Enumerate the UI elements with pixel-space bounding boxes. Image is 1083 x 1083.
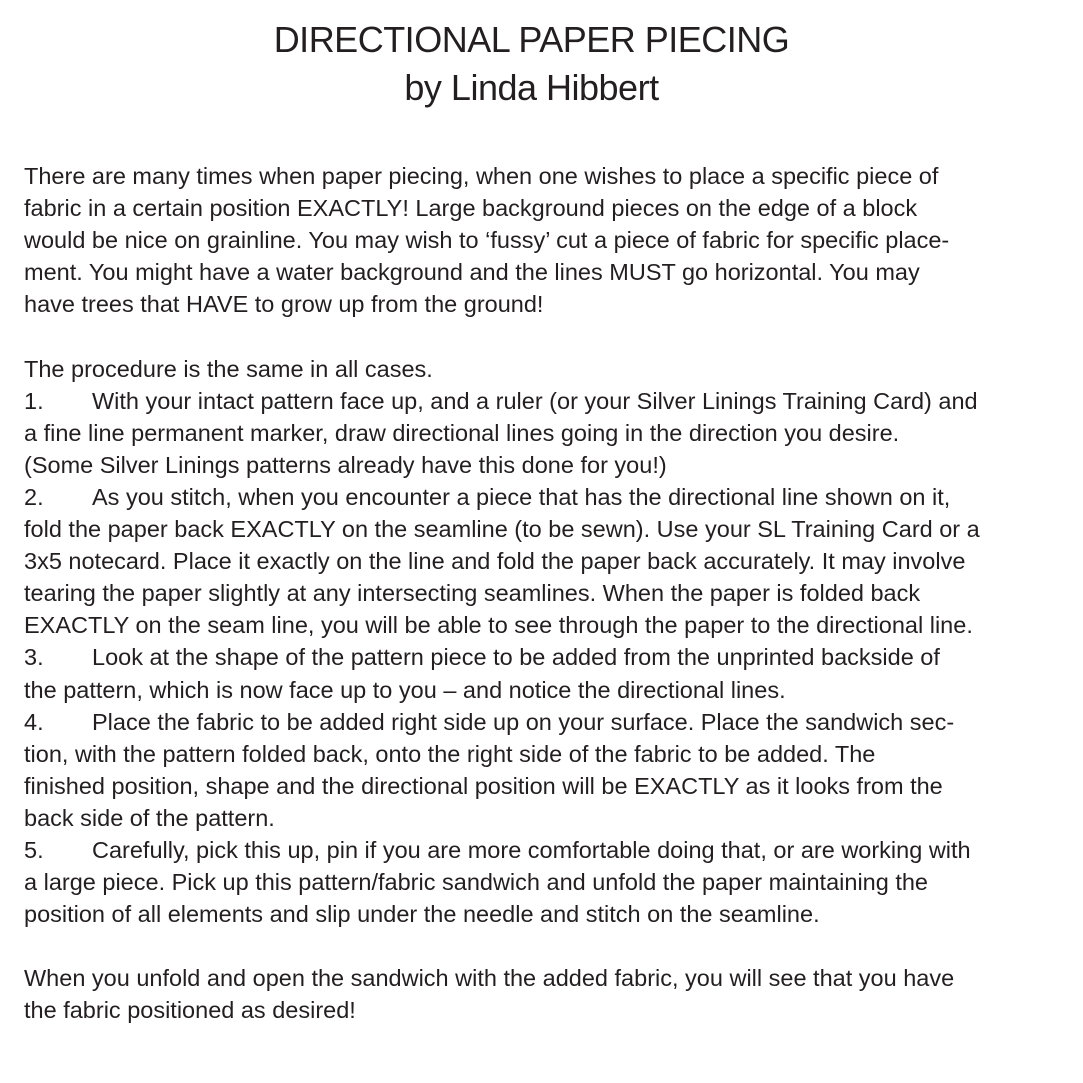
step-line: 3x5 notecard. Place it exactly on the line and fold the paper back accurately. It may involve <box>24 548 966 575</box>
step-number: 1. <box>24 387 44 414</box>
step-number: 2. <box>24 483 44 510</box>
step-text: Carefully, pick this up, pin if you are more comfortable doing that, or are working with <box>92 836 971 863</box>
intro-line: would be nice on grainline. You may wish to ‘fussy’ cut a piece of fabric for specific place- <box>24 227 950 254</box>
step-2 <box>24 481 1069 641</box>
step-number: 5. <box>24 836 44 863</box>
step-line: (Some Silver Linings patterns already have this done for you!) <box>24 451 667 478</box>
document-title: DIRECTIONAL PAPER PIECING <box>273 19 790 60</box>
document-body <box>24 160 1069 1027</box>
step-text: With your intact pattern face up, and a ruler (or your Silver Linings Training Card) and <box>92 387 978 414</box>
step-line: a large piece. Pick up this pattern/fabric sandwich and unfold the paper maintaining the <box>24 869 929 896</box>
intro-line: have trees that HAVE to grow up from the ground! <box>24 291 544 318</box>
step-first-line <box>24 834 1069 866</box>
document-author: by Linda Hibbert <box>404 67 659 108</box>
intro-line: ment. You might have a water background and the lines MUST go horizontal. You may <box>24 259 920 286</box>
closing-line: When you unfold and open the sandwich with the added fabric, you will see that you have <box>24 965 955 992</box>
step-line: position of all elements and slip under the needle and stitch on the seamline. <box>24 901 820 928</box>
step-line: tion, with the pattern folded back, onto the right side of the fabric to be added. The <box>24 740 876 767</box>
step-line: finished position, shape and the directional position will be EXACTLY as it looks from the <box>24 772 943 799</box>
step-text: Look at the shape of the pattern piece to be added from the unprinted backside of <box>92 644 940 671</box>
step-line: back side of the pattern. <box>24 804 275 831</box>
step-3 <box>24 641 1069 705</box>
procedure-intro: The procedure is the same in all cases. <box>24 355 433 382</box>
intro-line: There are many times when paper piecing, when one wishes to place a specific piece of <box>24 163 939 189</box>
intro-line: fabric in a certain position EXACTLY! Large background pieces on the edge of a block <box>24 195 918 222</box>
step-1 <box>24 385 1069 481</box>
closing-line: the fabric positioned as desired! <box>24 997 356 1024</box>
step-first-line <box>24 706 1069 738</box>
intro-paragraph <box>24 160 1069 320</box>
step-number: 4. <box>24 708 44 735</box>
step-text: Place the fabric to be added right side up on your surface. Place the sandwich sec- <box>92 708 955 735</box>
step-first-line <box>24 385 1069 417</box>
paragraph-spacer <box>24 320 1069 352</box>
step-first-line <box>24 481 1069 513</box>
step-5 <box>24 834 1069 930</box>
step-line: a fine line permanent marker, draw directional lines going in the direction you desire. <box>24 419 900 446</box>
step-number: 3. <box>24 644 44 671</box>
paragraph-spacer <box>24 930 1069 962</box>
step-line: EXACTLY on the seam line, you will be able to see through the paper to the directional line. <box>24 612 973 639</box>
closing-paragraph <box>24 962 1069 1026</box>
step-line: fold the paper back EXACTLY on the seamline (to be sewn). Use your SL Training Card or a <box>24 516 980 543</box>
step-line: tearing the paper slightly at any intersecting seamlines. When the paper is folded back <box>24 580 921 607</box>
step-line: the pattern, which is now face up to you – and notice the directional lines. <box>24 676 786 703</box>
step-text: As you stitch, when you encounter a piece that has the directional line shown on it, <box>92 483 951 510</box>
step-first-line <box>24 641 1069 673</box>
step-4 <box>24 706 1069 834</box>
